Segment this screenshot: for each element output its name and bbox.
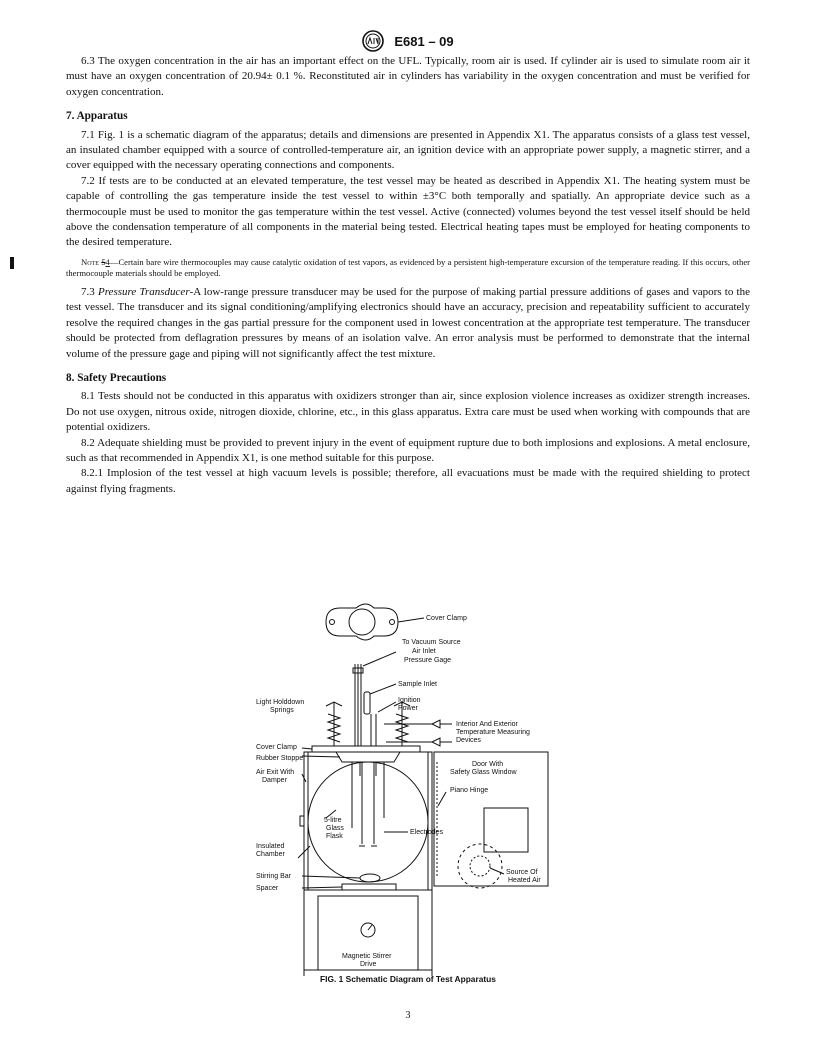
section-heading-apparatus: 7. Apparatus — [66, 110, 128, 123]
label-sample-inlet: Sample Inlet — [398, 681, 437, 688]
label-drive: Drive — [360, 961, 377, 968]
label-damper: Damper — [262, 777, 287, 784]
label-heated-air: Heated Air — [508, 877, 541, 884]
note-number-deleted: 5 — [101, 256, 106, 267]
paragraph-7-3-title: Pressure Transducer — [97, 285, 190, 298]
revision-change-bar — [10, 257, 14, 269]
safety-glass-window — [484, 808, 528, 852]
label-piano-hinge: Piano Hinge — [450, 787, 489, 794]
label-springs: Springs — [270, 707, 294, 714]
label-cover-clamp-side: Cover Clamp — [256, 744, 297, 751]
paragraph-7-3 — [66, 285, 750, 362]
cover-clamp-opening — [349, 609, 375, 635]
label-flask-glass: Glass — [326, 825, 344, 832]
astm-logo-icon — [362, 30, 384, 52]
label-door: Door With — [472, 761, 504, 768]
stirring-bar — [360, 874, 380, 882]
label-insulated: Insulated — [256, 843, 285, 850]
figure-caption: FIG. 1 Schematic Diagram of Test Apparatus — [320, 974, 496, 984]
paragraph-7-3-text: -A low-range pressure transducer may be used for the purpose of making partial pressure additions of gases and vapors to the test vessel. The transducer and its signal conditioning/amplifying electronics should have an accuracy, precision and repeatability sufficient to accurately resolve the required changes in the gas partial pressure for the component used in lowest concentration at the appropriate test temperature. The transducer should be protected from deflagration pressures by means of an isolation valve. An error analysis must be performed to demonstrate that the internal volume of the pressure gage and piping will not significantly affect the test mixture. — [66, 285, 750, 360]
temperature-arrow-2 — [432, 738, 440, 746]
sample-inlet — [364, 692, 370, 714]
paragraph-8-2: 8.2 Adequate shielding must be provided to prevent injury in the event of equipment rupture due to both implosions and explosions. A metal enclosure, such as that recommended in Appendix X1, is one method suitable for this purpose. — [66, 436, 750, 464]
label-rubber-stopper: Rubber Stopper — [256, 755, 306, 762]
label-source-of: Source Of — [506, 869, 538, 876]
heated-air-source — [458, 844, 502, 888]
paragraph-8-2-1: 8.2.1 Implosion of the test vessel at high vacuum levels is possible; therefore, all evacuations must be made with the required shielding to protect against flying fragments. — [66, 467, 750, 495]
label-spacer: Spacer — [256, 885, 279, 892]
paragraph-8-1: 8.1 Tests should not be conducted in this apparatus with oxidizers stronger than air, since explosion violence increases as oxidizer strength increases. Do not use oxygen, nitrous oxide, nitrogen dioxide, chlorine, etc., in this glass apparatus. Extra care must be used when working with compounds that are potential oxidizers. — [66, 390, 750, 434]
temperature-arrow-1 — [432, 720, 440, 728]
label-light-holddown: Light Holddown — [256, 699, 305, 706]
note-number-inserted: 4 — [105, 256, 110, 267]
section-heading-safety: 8. Safety Precautions — [66, 371, 167, 384]
label-electrodes: Electrodes — [410, 829, 444, 836]
apparatus-diagram — [256, 596, 560, 976]
cover-clamp — [312, 746, 420, 752]
note-4 — [66, 257, 750, 279]
label-pressure-gage: Pressure Gage — [404, 657, 452, 664]
document-id: E681 – 09 — [394, 33, 454, 49]
air-exit-damper — [300, 816, 304, 826]
label-air-exit: Air Exit With — [256, 769, 295, 776]
label-devices: Devices — [456, 737, 481, 744]
body-text — [66, 54, 750, 497]
note-text: —Certain bare wire thermocouples may cause catalytic oxidation of test vapors, as evidenced by a persistent high-temperature excursion of the temperature reading. If this occurs, other thermocouple materials should be employed. — [66, 256, 751, 278]
rubber-stopper — [336, 752, 400, 762]
label-cover-clamp-top: Cover Clamp — [426, 615, 467, 622]
label-to-vacuum: To Vacuum Source — [402, 639, 461, 646]
label-chamber: Chamber — [256, 851, 285, 858]
label-flask-volume: 5-litre — [324, 817, 342, 824]
label-temperature-measuring: Temperature Measuring — [456, 729, 530, 736]
label-air-inlet: Air Inlet — [412, 648, 436, 655]
spacer — [342, 884, 396, 890]
page-header — [0, 30, 816, 52]
paragraph-6-3: 6.3 The oxygen concentration in the air has an important effect on the UFL. Typically, room air is used. If cylinder air is used to simulate room air it must have an oxygen concentration of 20.94± 0.1 %. Reconstituted air in cylinders has variability in the oxygen concentration and must be verified for oxygen concentration. — [66, 55, 750, 98]
label-ignition: Ignition — [398, 697, 421, 704]
page-number: 3 — [405, 1010, 411, 1021]
paragraph-7-1: 7.1 Fig. 1 is a schematic diagram of the apparatus; details and dimensions are presented in Appendix X1. The apparatus consists of a glass test vessel, an insulated chamber equipped with a source of controlled-temperature air, an ignition device with an appropriate power supply, a magnetic stirrer, and a cover equipped with the necessary operating connections and components. — [66, 128, 750, 172]
figure-1-schematic — [256, 596, 560, 976]
label-magnetic-stirrer: Magnetic Stirrer — [342, 953, 392, 960]
label-safety-glass: Safety Glass Window — [450, 769, 517, 776]
label-stirring-bar: Stirring Bar — [256, 873, 292, 880]
label-flask: Flask — [326, 833, 343, 840]
paragraph-7-2: 7.2 If tests are to be conducted at an elevated temperature, the test vessel may be heated as described in Appendix X1. The heating system must be capable of controlling the gas temperature inside the test vessel to within ±3°C both temporally and spatially. An appropriate device such as a thermocouple must be used to monitor the gas temperature within the test vessel. Active (connected) volumes beyond the test vessel itself should be held above the condensation temperature of all components in the material being tested. Electrical heating tapes must be employed for heating components to the desired temperature. — [66, 174, 750, 249]
label-interior-exterior: Interior And Exterior — [456, 721, 518, 728]
label-power: Power — [398, 705, 418, 712]
note-label: Note — [81, 256, 99, 267]
paragraph-7-3-number: 7.3 — [81, 285, 95, 298]
